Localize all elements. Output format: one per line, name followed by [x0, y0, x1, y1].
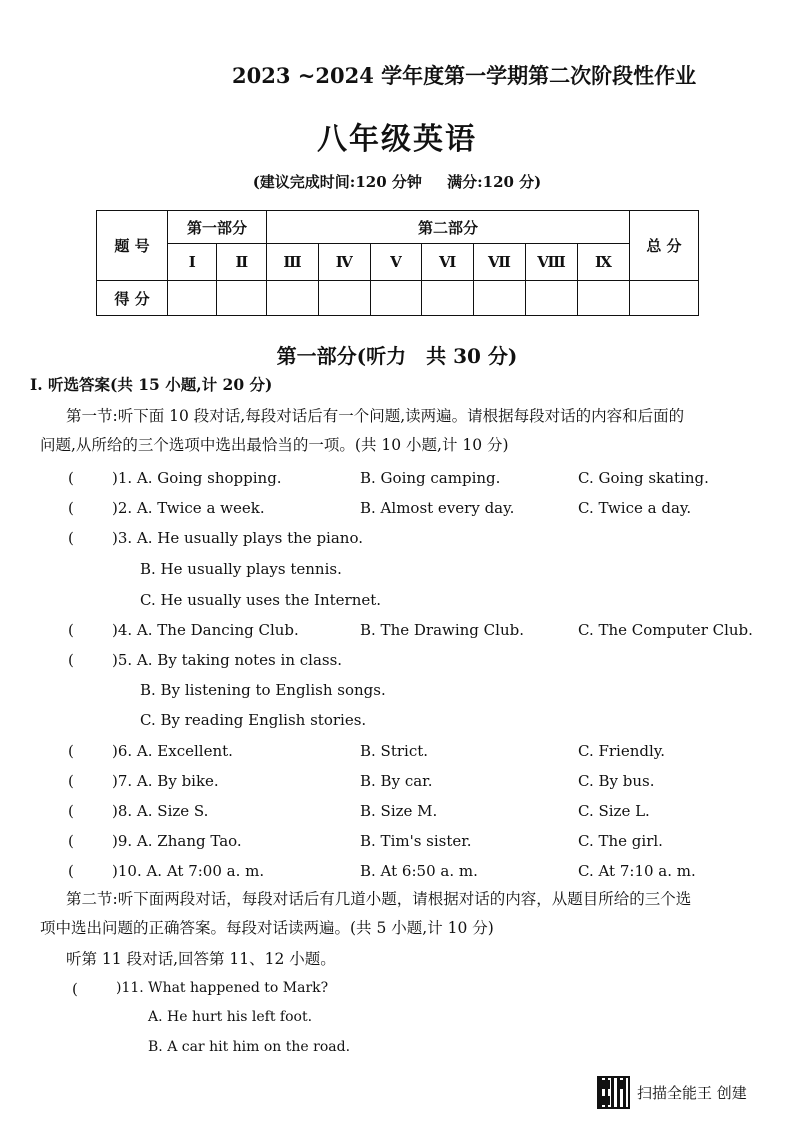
answer-paren[interactable]: ( — [68, 469, 74, 487]
q4-c: C. The Computer Club. — [578, 621, 753, 639]
q10-b: B. At 6:50 a. m. — [360, 862, 478, 880]
part1-header: 第一部分 — [167, 211, 266, 244]
score-cell[interactable] — [473, 281, 525, 316]
col-3: Ⅲ — [267, 244, 319, 281]
q9-a: )9. A. Zhang Tao. — [112, 832, 242, 850]
col-6: Ⅵ — [422, 244, 474, 281]
q8-b: B. Size M. — [360, 802, 438, 820]
q8-c: C. Size L. — [578, 802, 650, 820]
time-note: (建议完成时间:120 分钟 — [252, 173, 422, 191]
answer-paren[interactable]: ( — [68, 651, 74, 669]
qr-code-icon — [597, 1076, 630, 1109]
section2-intro-2: 项中选出问题的正确答案。每段对话读两遍。(共 5 小题,计 10 分) — [40, 919, 494, 937]
score-cell[interactable] — [267, 281, 319, 316]
score-table — [96, 210, 699, 316]
answer-paren[interactable]: ( — [68, 499, 74, 517]
q10-c: C. At 7:10 a. m. — [578, 862, 696, 880]
q6-a: )6. A. Excellent. — [112, 742, 233, 760]
exam-meta — [0, 171, 794, 192]
label-score: 得 分 — [97, 281, 168, 316]
q11-stem: )11. What happened to Mark? — [116, 980, 329, 996]
q6-c: C. Friendly. — [578, 742, 666, 760]
score-cell[interactable] — [217, 281, 267, 316]
part-title: 第一部分(听力 共 30 分) — [276, 344, 518, 368]
q1-c: C. Going skating. — [578, 469, 709, 487]
q3-a: )3. A. He usually plays the piano. — [112, 529, 363, 547]
score-cell[interactable] — [525, 281, 577, 316]
col-2: Ⅱ — [217, 244, 267, 281]
q5-c: C. By reading English stories. — [140, 711, 367, 729]
answer-paren[interactable]: ( — [72, 980, 78, 998]
col-8: Ⅷ — [525, 244, 577, 281]
q2-a: )2. A. Twice a week. — [112, 499, 265, 517]
q5-a: )5. A. By taking notes in class. — [112, 651, 343, 669]
q9-c: C. The girl. — [578, 832, 663, 850]
score-cell[interactable] — [370, 281, 422, 316]
answer-paren[interactable]: ( — [68, 621, 74, 639]
q1-b: B. Going camping. — [360, 469, 501, 487]
q4-a: )4. A. The Dancing Club. — [112, 621, 299, 639]
answer-paren[interactable]: ( — [68, 802, 74, 820]
answer-paren[interactable]: ( — [68, 862, 74, 880]
answer-paren[interactable]: ( — [68, 529, 74, 547]
score-cell[interactable] — [578, 281, 630, 316]
answer-paren[interactable]: ( — [68, 832, 74, 850]
q8-a: )8. A. Size S. — [112, 802, 209, 820]
dialog-note: 听第 11 段对话,回答第 11、12 小题。 — [66, 950, 336, 968]
col-5: Ⅴ — [370, 244, 422, 281]
answer-paren[interactable]: ( — [68, 742, 74, 760]
col-7: Ⅶ — [473, 244, 525, 281]
q10-a: )10. A. At 7:00 a. m. — [112, 862, 265, 880]
q2-c: C. Twice a day. — [578, 499, 692, 517]
label-number: 题 号 — [97, 211, 168, 281]
label-total: 总 分 — [629, 211, 698, 281]
q11-a: A. He hurt his left foot. — [148, 1009, 313, 1025]
q3-b: B. He usually plays tennis. — [140, 560, 342, 578]
section1-heading: Ⅰ. 听选答案(共 15 小题,计 20 分) — [30, 375, 273, 394]
q5-b: B. By listening to English songs. — [140, 681, 386, 699]
col-4: Ⅳ — [318, 244, 370, 281]
q7-c: C. By bus. — [578, 772, 655, 790]
part2-header: 第二部分 — [267, 211, 630, 244]
q3-c: C. He usually uses the Internet. — [140, 591, 382, 609]
answer-paren[interactable]: ( — [68, 772, 74, 790]
col-9: Ⅸ — [578, 244, 630, 281]
section1-intro-1: 第一节:听下面 10 段对话,每段对话后有一个问题,读两遍。请根据每段对话的内容和后面的 — [66, 407, 685, 425]
q2-b: B. Almost every day. — [360, 499, 515, 517]
col-1: Ⅰ — [167, 244, 216, 281]
score-cell[interactable] — [629, 281, 698, 316]
score-cell[interactable] — [318, 281, 370, 316]
q9-b: B. Tim's sister. — [360, 832, 472, 850]
q11-b: B. A car hit him on the road. — [148, 1039, 351, 1055]
q4-b: B. The Drawing Club. — [360, 621, 524, 639]
score-cell[interactable] — [167, 281, 216, 316]
section1-intro-2: 问题,从所给的三个选项中选出最恰当的一项。(共 10 小题,计 10 分) — [40, 436, 509, 454]
q7-a: )7. A. By bike. — [112, 772, 219, 790]
scanner-watermark: 扫描全能王 创建 — [637, 1084, 747, 1102]
q6-b: B. Strict. — [360, 742, 429, 760]
exam-title: 2023 ~2024 学年度第一学期第二次阶段性作业 — [232, 63, 697, 88]
score-cell[interactable] — [422, 281, 474, 316]
full-score: 满分:120 分) — [447, 173, 542, 191]
section2-intro-1: 第二节:听下面两段对话，每段对话后有几道小题，请根据对话的内容，从题目所给的三个选 — [66, 890, 692, 908]
q7-b: B. By car. — [360, 772, 433, 790]
subject-title: 八年级英语 — [317, 122, 477, 157]
q1-a: )1. A. Going shopping. — [112, 469, 282, 487]
